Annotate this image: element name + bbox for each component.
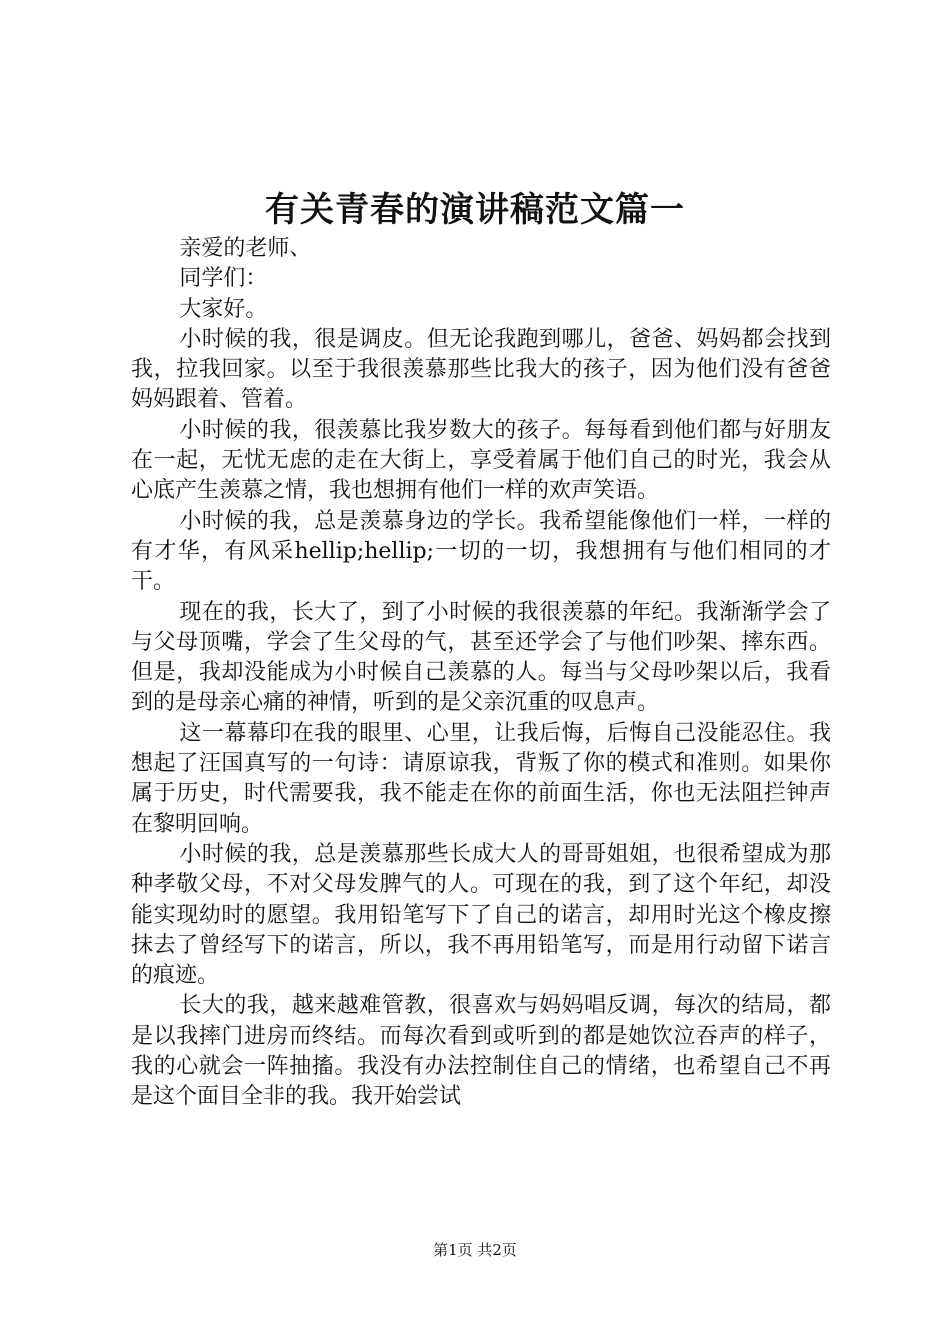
paragraph-greeting: 大家好。 bbox=[179, 296, 268, 322]
paragraph-salutation-1: 亲爱的老师、 bbox=[179, 236, 312, 261]
paragraph: 长大的我，越来越难管教，很喜欢与妈妈唱反调，每次的结局，都是以我摔门进房而终结。而每次看到或听到的都是她饮泣吞声的样子，我的心就会一阵抽搐。我没有办法控制住自己的情绪，也希望自己不再是这个面目全非的我。我开始尝试 bbox=[131, 993, 831, 1110]
paragraph: 小时候的我，很羡慕比我岁数大的孩子。每每看到他们都与好朋友在一起，无忧无虑的走在大街上，享受着属于他们自己的时光，我会从心底产生羡慕之情，我也想拥有他们一样的欢声笑语。 bbox=[131, 417, 831, 504]
paragraph: 现在的我，长大了，到了小时候的我很羡慕的年纪。我渐渐学会了与父母顶嘴，学会了生父母的气，甚至还学会了与他们吵架、摔东西。但是，我却没能成为小时候自己羡慕的人。每当与父母吵架以后，我看到的是母亲心痛的神情，听到的是父亲沉重的叹息声。 bbox=[131, 599, 831, 716]
document-body bbox=[131, 234, 831, 1113]
document-title: 有关青春的演讲稿范文篇一 bbox=[265, 190, 685, 230]
page-footer: 第1页 共2页 bbox=[433, 1241, 517, 1259]
paragraph: 小时候的我，很是调皮。但无论我跑到哪儿，爸爸、妈妈都会找到我，拉我回家。以至于我很羡慕那些比我大的孩子，因为他们没有爸爸妈妈跟着、管着。 bbox=[131, 326, 831, 413]
paragraph-salutation-2: 同学们： bbox=[179, 266, 268, 292]
paragraph: 小时候的我，总是羡慕身边的学长。我希望能像他们一样，一样的有才华，有风采hellip;hellip;一切的一切，我想拥有与他们相同的才干。 bbox=[131, 508, 831, 595]
paragraph: 小时候的我，总是羡慕那些长成大人的哥哥姐姐，也很希望成为那种孝敬父母，不对父母发脾气的人。可现在的我，到了这个年纪，却没能实现幼时的愿望。我用铅笔写下了自己的诺言，却用时光这个橡皮擦抹去了曾经写下的诺言，所以，我不再用铅笔写，而是用行动留下诺言的痕迹。 bbox=[131, 841, 831, 989]
paragraph: 这一幕幕印在我的眼里、心里，让我后悔，后悔自己没能忍住。我想起了汪国真写的一句诗：请原谅我，背叛了你的模式和准则。如果你属于历史，时代需要我，我不能走在你的前面生活，你也无法阻拦钟声在黎明回响。 bbox=[131, 720, 831, 837]
